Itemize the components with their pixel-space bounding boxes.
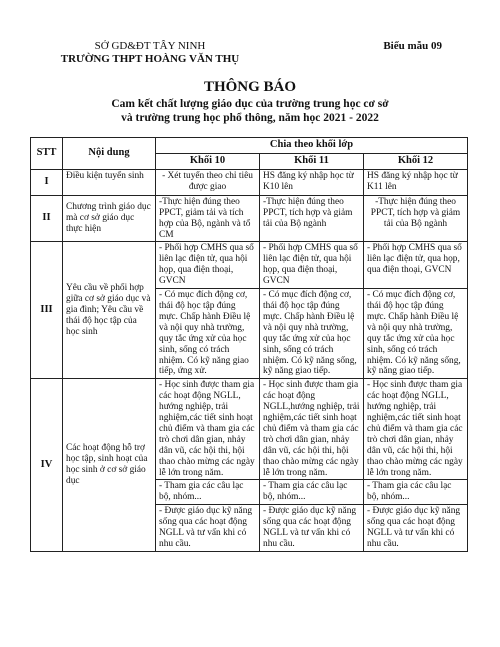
cell-grade-11: - Học sinh được tham gia các hoạt động NGLL,hướng nghiệp, trải nghiệm,các tiết sinh hoạt chủ điểm và tham gia các trò chơi dân gian, nhảy dân vũ, các hội thi, hội thao chào mừng các ngày lễ lớn trong năm. (260, 379, 364, 480)
cell-grade-10: - Tham gia các câu lạc bộ, nhóm... (156, 480, 260, 505)
cell-grade-10: -Thực hiện đúng theo PPCT, giảm tải và tích hợp của Bộ, ngành và tổ CM (156, 195, 260, 242)
cell-grade-12: - Tham gia các câu lạc bộ, nhóm... (364, 480, 468, 505)
cell-grade-10: - Có mục đích động cơ, thái độ học tập đúng mực. Chấp hành Điều lệ và nội quy nhà trường, quy tắc ứng xử của học sinh, sống có trách nhiệm. Có kỹ năng giao tiếp, ứng xử. (156, 289, 260, 379)
table-header-row (31, 138, 468, 154)
col-header-stt: STT (31, 138, 63, 170)
school-name: TRƯỜNG THPT HOÀNG VĂN THỤ (60, 53, 240, 65)
table-row (31, 195, 468, 242)
row-content: Yêu cầu về phối hợp giữa cơ sở giáo dục và gia đình; Yêu cầu về thái độ học tập của học sinh (63, 242, 156, 379)
department-name: SỞ GD&ĐT TÂY NINH (94, 40, 206, 52)
col-header-group: Chia theo khối lớp (156, 138, 468, 154)
commitment-table (30, 137, 468, 552)
cell-grade-11: - Tham gia các câu lạc bộ, nhóm... (260, 480, 364, 505)
row-number: III (31, 242, 63, 379)
cell-grade-11: HS đăng ký nhập học từ K10 lên (260, 169, 364, 195)
cell-grade-12: - Phối hợp CMHS qua sổ liên lạc điện tử, qua họp, qua điện thoại, GVCN (364, 242, 468, 289)
col-header-content: Nội dung (63, 138, 156, 170)
row-content: Các hoạt động hỗ trợ học tập, sinh hoạt của học sinh ở cơ sở giáo dục (63, 379, 156, 552)
cell-grade-10: - Xét tuyển theo chỉ tiêu được giao (156, 169, 260, 195)
cell-grade-12: - Có mục đích động cơ, thái độ học tập đúng mực. Chấp hành Điều lệ và nội quy nhà trường, quy tắc ứng xử của học sinh, sống có trách nhiệm. Có kỹ năng sống, kỹ năng giao tiếp. (364, 289, 468, 379)
table-row (31, 169, 468, 195)
col-header-grade-12: Khối 12 (364, 153, 468, 169)
cell-grade-10: - Phối hợp CMHS qua sổ liên lạc điện tử, qua hội họp, qua điện thoại, GVCN (156, 242, 260, 289)
document-title: THÔNG BÁO (203, 79, 297, 95)
cell-grade-11: - Được giáo dục kỹ năng sống qua các hoạt động NGLL và tư vấn khi có nhu cầu. (260, 505, 364, 552)
cell-grade-12: HS đăng ký nhập học từ K11 lên (364, 169, 468, 195)
row-number: II (31, 195, 63, 242)
table-row (31, 242, 468, 289)
cell-grade-12: - Học sinh được tham gia các hoạt động NGLL, hướng nghiệp, trải nghiệm,các tiết sinh hoạt chủ điểm và tham gia các trò chơi dân gian, nhảy dân vũ, các hội thi, hội thao chào mừng các ngày lễ lớn trong năm. (364, 379, 468, 480)
form-number: Biểu mẫu 09 (383, 40, 442, 52)
cell-grade-11: - Phối hợp CMHS qua sổ liên lạc điện tử, qua hội họp, qua điện thoại, GVCN (260, 242, 364, 289)
cell-grade-10: - Học sinh được tham gia các hoạt động NGLL, hướng nghiệp, trải nghiệm,các tiết sinh hoạt chủ điểm và tham gia các trò chơi dân gian, nhảy dân vũ, các hội thi, hội thao chào mừng các ngày lễ lớn trong năm. (156, 379, 260, 480)
letterhead (40, 40, 260, 65)
document-subtitle-line1: Cam kết chất lượng giáo dục của trường trung học cơ sở (111, 98, 389, 110)
row-content: Chương trình giáo dục mà cơ sở giáo dục thực hiện (63, 195, 156, 242)
cell-grade-11: - Có mục đích động cơ, thái độ học tập đúng mực. Chấp hành Điều lệ và nội quy nhà trường, quy tắc ứng xử của học sinh, sống có trách nhiệm. Có kỹ năng sống, kỹ năng giao tiếp. (260, 289, 364, 379)
cell-grade-12: -Thực hiện đúng theo PPCT, tích hợp và giảm tải của Bộ ngành (364, 195, 468, 242)
row-content: Điều kiện tuyển sinh (63, 169, 156, 195)
table-row (31, 379, 468, 480)
col-header-grade-11: Khối 11 (260, 153, 364, 169)
row-number: IV (31, 379, 63, 552)
row-number: I (31, 169, 63, 195)
cell-grade-12: - Được giáo dục kỹ năng sống qua các hoạt động NGLL và tư vấn khi có nhu cầu. (364, 505, 468, 552)
col-header-grade-10: Khối 10 (156, 153, 260, 169)
document-subtitle-line2: và trường trung học phổ thông, năm học 2021 - 2022 (121, 112, 379, 124)
cell-grade-10: - Được giáo dục kỹ năng sống qua các hoạt động NGLL và tư vấn khi có nhu cầu. (156, 505, 260, 552)
cell-grade-11: -Thực hiện đúng theo PPCT, tích hợp và giảm tải của Bộ ngành (260, 195, 364, 242)
